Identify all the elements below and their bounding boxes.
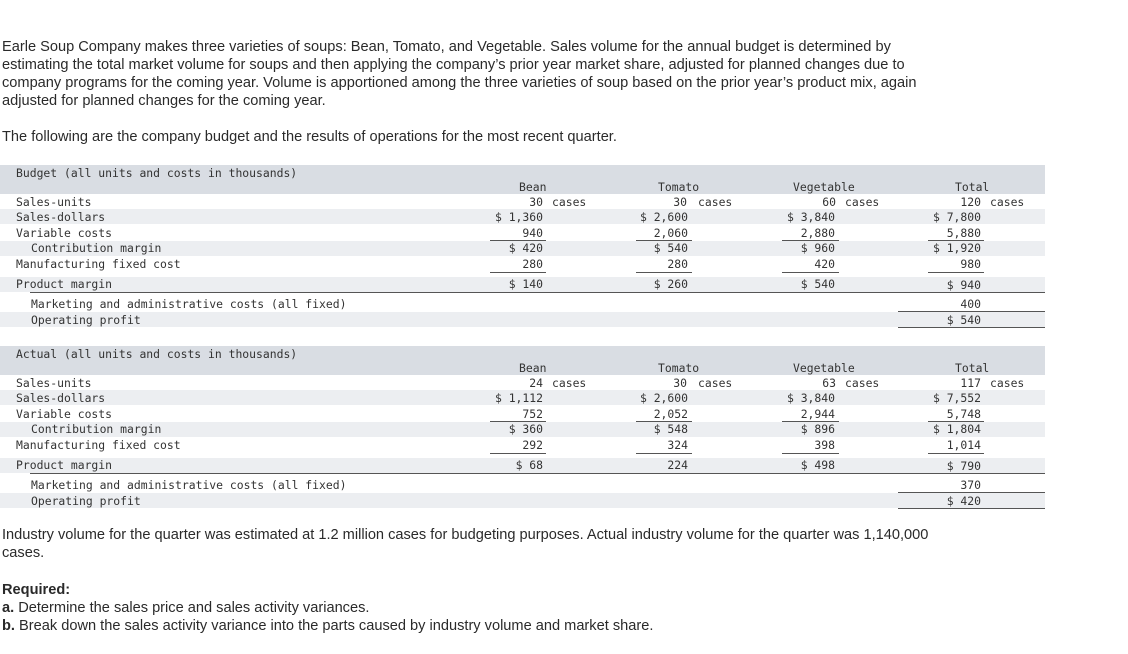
col-header-bean: Bean bbox=[519, 180, 547, 194]
required-b-text: Break down the sales activity variance into the parts caused by industry volume and market share. bbox=[14, 618, 654, 634]
budget-title: Budget (all units and costs in thousands) bbox=[16, 166, 298, 180]
rule bbox=[928, 453, 984, 454]
vegetable-contribution-margin: $ 960 bbox=[800, 241, 835, 255]
total-sales-dollars: $ 7,800 bbox=[932, 210, 981, 224]
bean-product-margin: $ 140 bbox=[508, 277, 543, 291]
cases-label: cases bbox=[845, 195, 880, 209]
rule bbox=[898, 508, 1045, 509]
tomato-manufacturing-fixed: 280 bbox=[667, 257, 688, 271]
row-label: Variable costs bbox=[16, 407, 113, 421]
bean-contribution-margin: $ 360 bbox=[508, 422, 543, 436]
row-band bbox=[0, 493, 1045, 508]
row-label: Product margin bbox=[16, 458, 113, 472]
col-header-total: Total bbox=[955, 180, 990, 194]
row-label: Variable costs bbox=[16, 226, 113, 240]
cases-label: cases bbox=[990, 376, 1025, 390]
actual-table bbox=[0, 346, 1045, 511]
row-label: Operating profit bbox=[31, 494, 141, 508]
marketing-admin-value: 370 bbox=[960, 478, 981, 492]
tomato-product-margin: $ 260 bbox=[653, 277, 688, 291]
total-contribution-margin: $ 1,920 bbox=[932, 241, 981, 255]
vegetable-variable-costs: 2,944 bbox=[800, 407, 835, 421]
bean-contribution-margin: $ 420 bbox=[508, 241, 543, 255]
col-header-vegetable: Vegetable bbox=[793, 361, 855, 375]
tomato-manufacturing-fixed: 324 bbox=[667, 438, 688, 452]
total-sales-dollars: $ 7,552 bbox=[932, 391, 981, 405]
following-paragraph: The following are the company budget and the results of operations for the most recent quarter. bbox=[2, 129, 617, 145]
units-tomato: 30 bbox=[673, 195, 687, 209]
rule bbox=[30, 473, 1045, 474]
actual-title: Actual (all units and costs in thousands) bbox=[16, 347, 298, 361]
operating-profit-value: $ 540 bbox=[946, 313, 981, 327]
industry-paragraph: Industry volume for the quarter was estimated at 1.2 million cases for budgeting purposes. Actual industry volume for the quarter was 1,140,000 cases. bbox=[2, 527, 929, 561]
col-header-total: Total bbox=[955, 361, 990, 375]
vegetable-sales-dollars: $ 3,840 bbox=[786, 391, 835, 405]
row-label: Contribution margin bbox=[31, 422, 162, 436]
cases-label: cases bbox=[552, 195, 587, 209]
tomato-sales-dollars: $ 2,600 bbox=[639, 391, 688, 405]
tomato-product-margin: 224 bbox=[667, 458, 688, 472]
vegetable-sales-dollars: $ 3,840 bbox=[786, 210, 835, 224]
cases-label: cases bbox=[990, 195, 1025, 209]
col-header-tomato: Tomato bbox=[658, 180, 700, 194]
units-total: 117 bbox=[960, 376, 981, 390]
row-label: Product margin bbox=[16, 277, 113, 291]
cases-label: cases bbox=[698, 195, 733, 209]
rule bbox=[636, 272, 692, 273]
operating-profit-value: $ 420 bbox=[946, 494, 981, 508]
tomato-contribution-margin: $ 540 bbox=[653, 241, 688, 255]
row-label: Marketing and administrative costs (all fixed) bbox=[31, 478, 347, 492]
vegetable-manufacturing-fixed: 398 bbox=[814, 438, 835, 452]
units-total: 120 bbox=[960, 195, 981, 209]
required-a-text: Determine the sales price and sales activity variances. bbox=[14, 600, 370, 616]
rule bbox=[636, 453, 692, 454]
col-header-vegetable: Vegetable bbox=[793, 180, 855, 194]
vegetable-variable-costs: 2,880 bbox=[800, 226, 835, 240]
bean-manufacturing-fixed: 292 bbox=[522, 438, 543, 452]
marketing-admin-value: 400 bbox=[960, 297, 981, 311]
row-label: Sales-units bbox=[16, 376, 92, 390]
tomato-sales-dollars: $ 2,600 bbox=[639, 210, 688, 224]
row-label: Marketing and administrative costs (all fixed) bbox=[31, 297, 347, 311]
rule bbox=[898, 492, 1045, 493]
required-a-marker: a. bbox=[2, 600, 15, 616]
total-manufacturing-fixed: 980 bbox=[960, 257, 981, 271]
vegetable-contribution-margin: $ 896 bbox=[800, 422, 835, 436]
rule bbox=[782, 453, 839, 454]
row-label: Manufacturing fixed cost bbox=[16, 438, 181, 452]
row-label: Manufacturing fixed cost bbox=[16, 257, 181, 271]
rule bbox=[490, 272, 546, 273]
budget-table bbox=[0, 165, 1045, 330]
cases-label: cases bbox=[845, 376, 880, 390]
vegetable-product-margin: $ 498 bbox=[800, 458, 835, 472]
row-label: Sales-dollars bbox=[16, 391, 106, 405]
col-header-tomato: Tomato bbox=[658, 361, 700, 375]
rule bbox=[898, 311, 1045, 312]
row-band bbox=[0, 312, 1045, 327]
bean-variable-costs: 940 bbox=[522, 226, 543, 240]
bean-manufacturing-fixed: 280 bbox=[522, 257, 543, 271]
row-label: Sales-units bbox=[16, 195, 92, 209]
total-product-margin: $ 940 bbox=[946, 278, 981, 292]
bean-product-margin: $ 68 bbox=[515, 458, 543, 472]
rule bbox=[898, 327, 1045, 328]
tomato-variable-costs: 2,060 bbox=[653, 226, 688, 240]
cases-label: cases bbox=[552, 376, 587, 390]
total-manufacturing-fixed: 1,014 bbox=[946, 438, 981, 452]
units-vegetable: 60 bbox=[822, 195, 836, 209]
required-section bbox=[2, 581, 653, 635]
total-product-margin: $ 790 bbox=[946, 459, 981, 473]
total-variable-costs: 5,880 bbox=[946, 226, 981, 240]
rule bbox=[782, 272, 839, 273]
units-vegetable: 63 bbox=[822, 376, 836, 390]
col-header-bean: Bean bbox=[519, 361, 547, 375]
total-variable-costs: 5,748 bbox=[946, 407, 981, 421]
bean-variable-costs: 752 bbox=[522, 407, 543, 421]
units-bean: 30 bbox=[529, 195, 543, 209]
required-b-marker: b. bbox=[2, 618, 15, 634]
row-label: Operating profit bbox=[31, 313, 141, 327]
bean-sales-dollars: $ 1,360 bbox=[494, 210, 543, 224]
required-heading: Required: bbox=[2, 582, 71, 598]
rule bbox=[490, 453, 546, 454]
row-label: Contribution margin bbox=[31, 241, 162, 255]
vegetable-manufacturing-fixed: 420 bbox=[814, 257, 835, 271]
tomato-contribution-margin: $ 548 bbox=[653, 422, 688, 436]
rule bbox=[928, 272, 984, 273]
rule bbox=[30, 292, 1045, 293]
vegetable-product-margin: $ 540 bbox=[800, 277, 835, 291]
tomato-variable-costs: 2,052 bbox=[653, 407, 688, 421]
row-label: Sales-dollars bbox=[16, 210, 106, 224]
intro-paragraph: Earle Soup Company makes three varieties of soups: Bean, Tomato, and Vegetable. Sales volume for the annual budget is determined by estimating the total market volume for soups and then applying the company’s prior year market share, adjusted for planned changes due to company programs for the coming year. Volume is apportioned among the three varieties of soup based on the prior year’s product mix, again adjusted for planned changes for the coming year. bbox=[2, 39, 917, 109]
bean-sales-dollars: $ 1,112 bbox=[494, 391, 543, 405]
total-contribution-margin: $ 1,804 bbox=[932, 422, 981, 436]
units-bean: 24 bbox=[529, 376, 543, 390]
cases-label: cases bbox=[698, 376, 733, 390]
units-tomato: 30 bbox=[673, 376, 687, 390]
